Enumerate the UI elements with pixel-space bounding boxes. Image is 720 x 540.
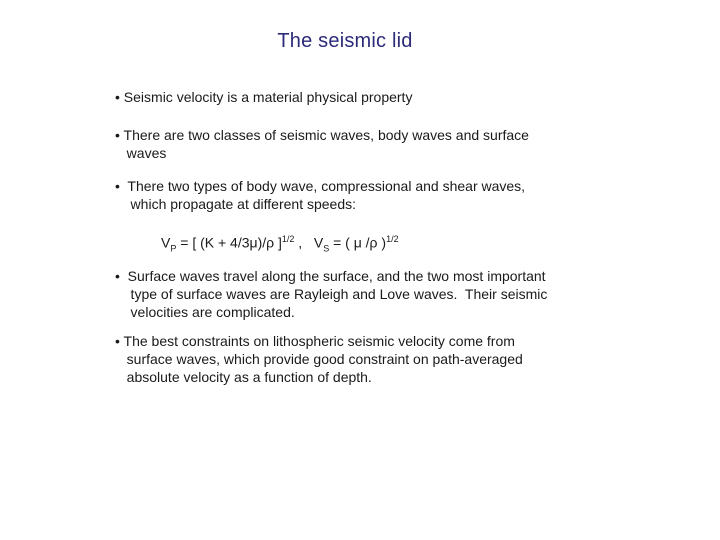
bullet-line: • Surface waves travel along the surface, and the two most important — [115, 268, 546, 284]
vp-subscript: P — [170, 243, 177, 254]
vs-symbol: V — [313, 234, 324, 251]
bullet-line: type of surface waves are Rayleigh and Love waves. Their seismic — [115, 286, 548, 302]
bullet-item — [115, 332, 523, 386]
bullet-item — [115, 267, 547, 321]
vp-expression: = [ (K + 4/3μ)/ρ ] — [176, 234, 282, 251]
bullet-line: surface waves, which provide good constraint on path-averaged — [115, 351, 523, 367]
bullet-line: • There two types of body wave, compressional and shear waves, — [115, 178, 526, 194]
formula-separator: , — [294, 234, 314, 251]
slide-title: The seismic lid — [277, 30, 413, 52]
bullet-line: waves — [115, 145, 167, 161]
vp-exponent: 1/2 — [281, 234, 295, 244]
velocity-formula — [161, 230, 399, 257]
vs-exponent: 1/2 — [386, 234, 399, 244]
bullet-item — [115, 88, 412, 106]
bullet-line: which propagate at different speeds: — [115, 196, 357, 212]
bullet-item — [115, 177, 525, 213]
bullet-line: velocities are complicated. — [115, 304, 295, 320]
bullet-item — [115, 126, 529, 162]
vs-expression: = ( μ /ρ ) — [329, 234, 387, 251]
bullet-line: • Seismic velocity is a material physical property — [115, 89, 413, 105]
bullet-line: • The best constraints on lithospheric seismic velocity come from — [115, 333, 515, 349]
bullet-line: absolute velocity as a function of depth. — [115, 369, 372, 385]
vs-subscript: S — [323, 243, 330, 254]
bullet-line: • There are two classes of seismic waves, body waves and surface — [115, 127, 529, 143]
vp-symbol: V — [161, 234, 171, 251]
